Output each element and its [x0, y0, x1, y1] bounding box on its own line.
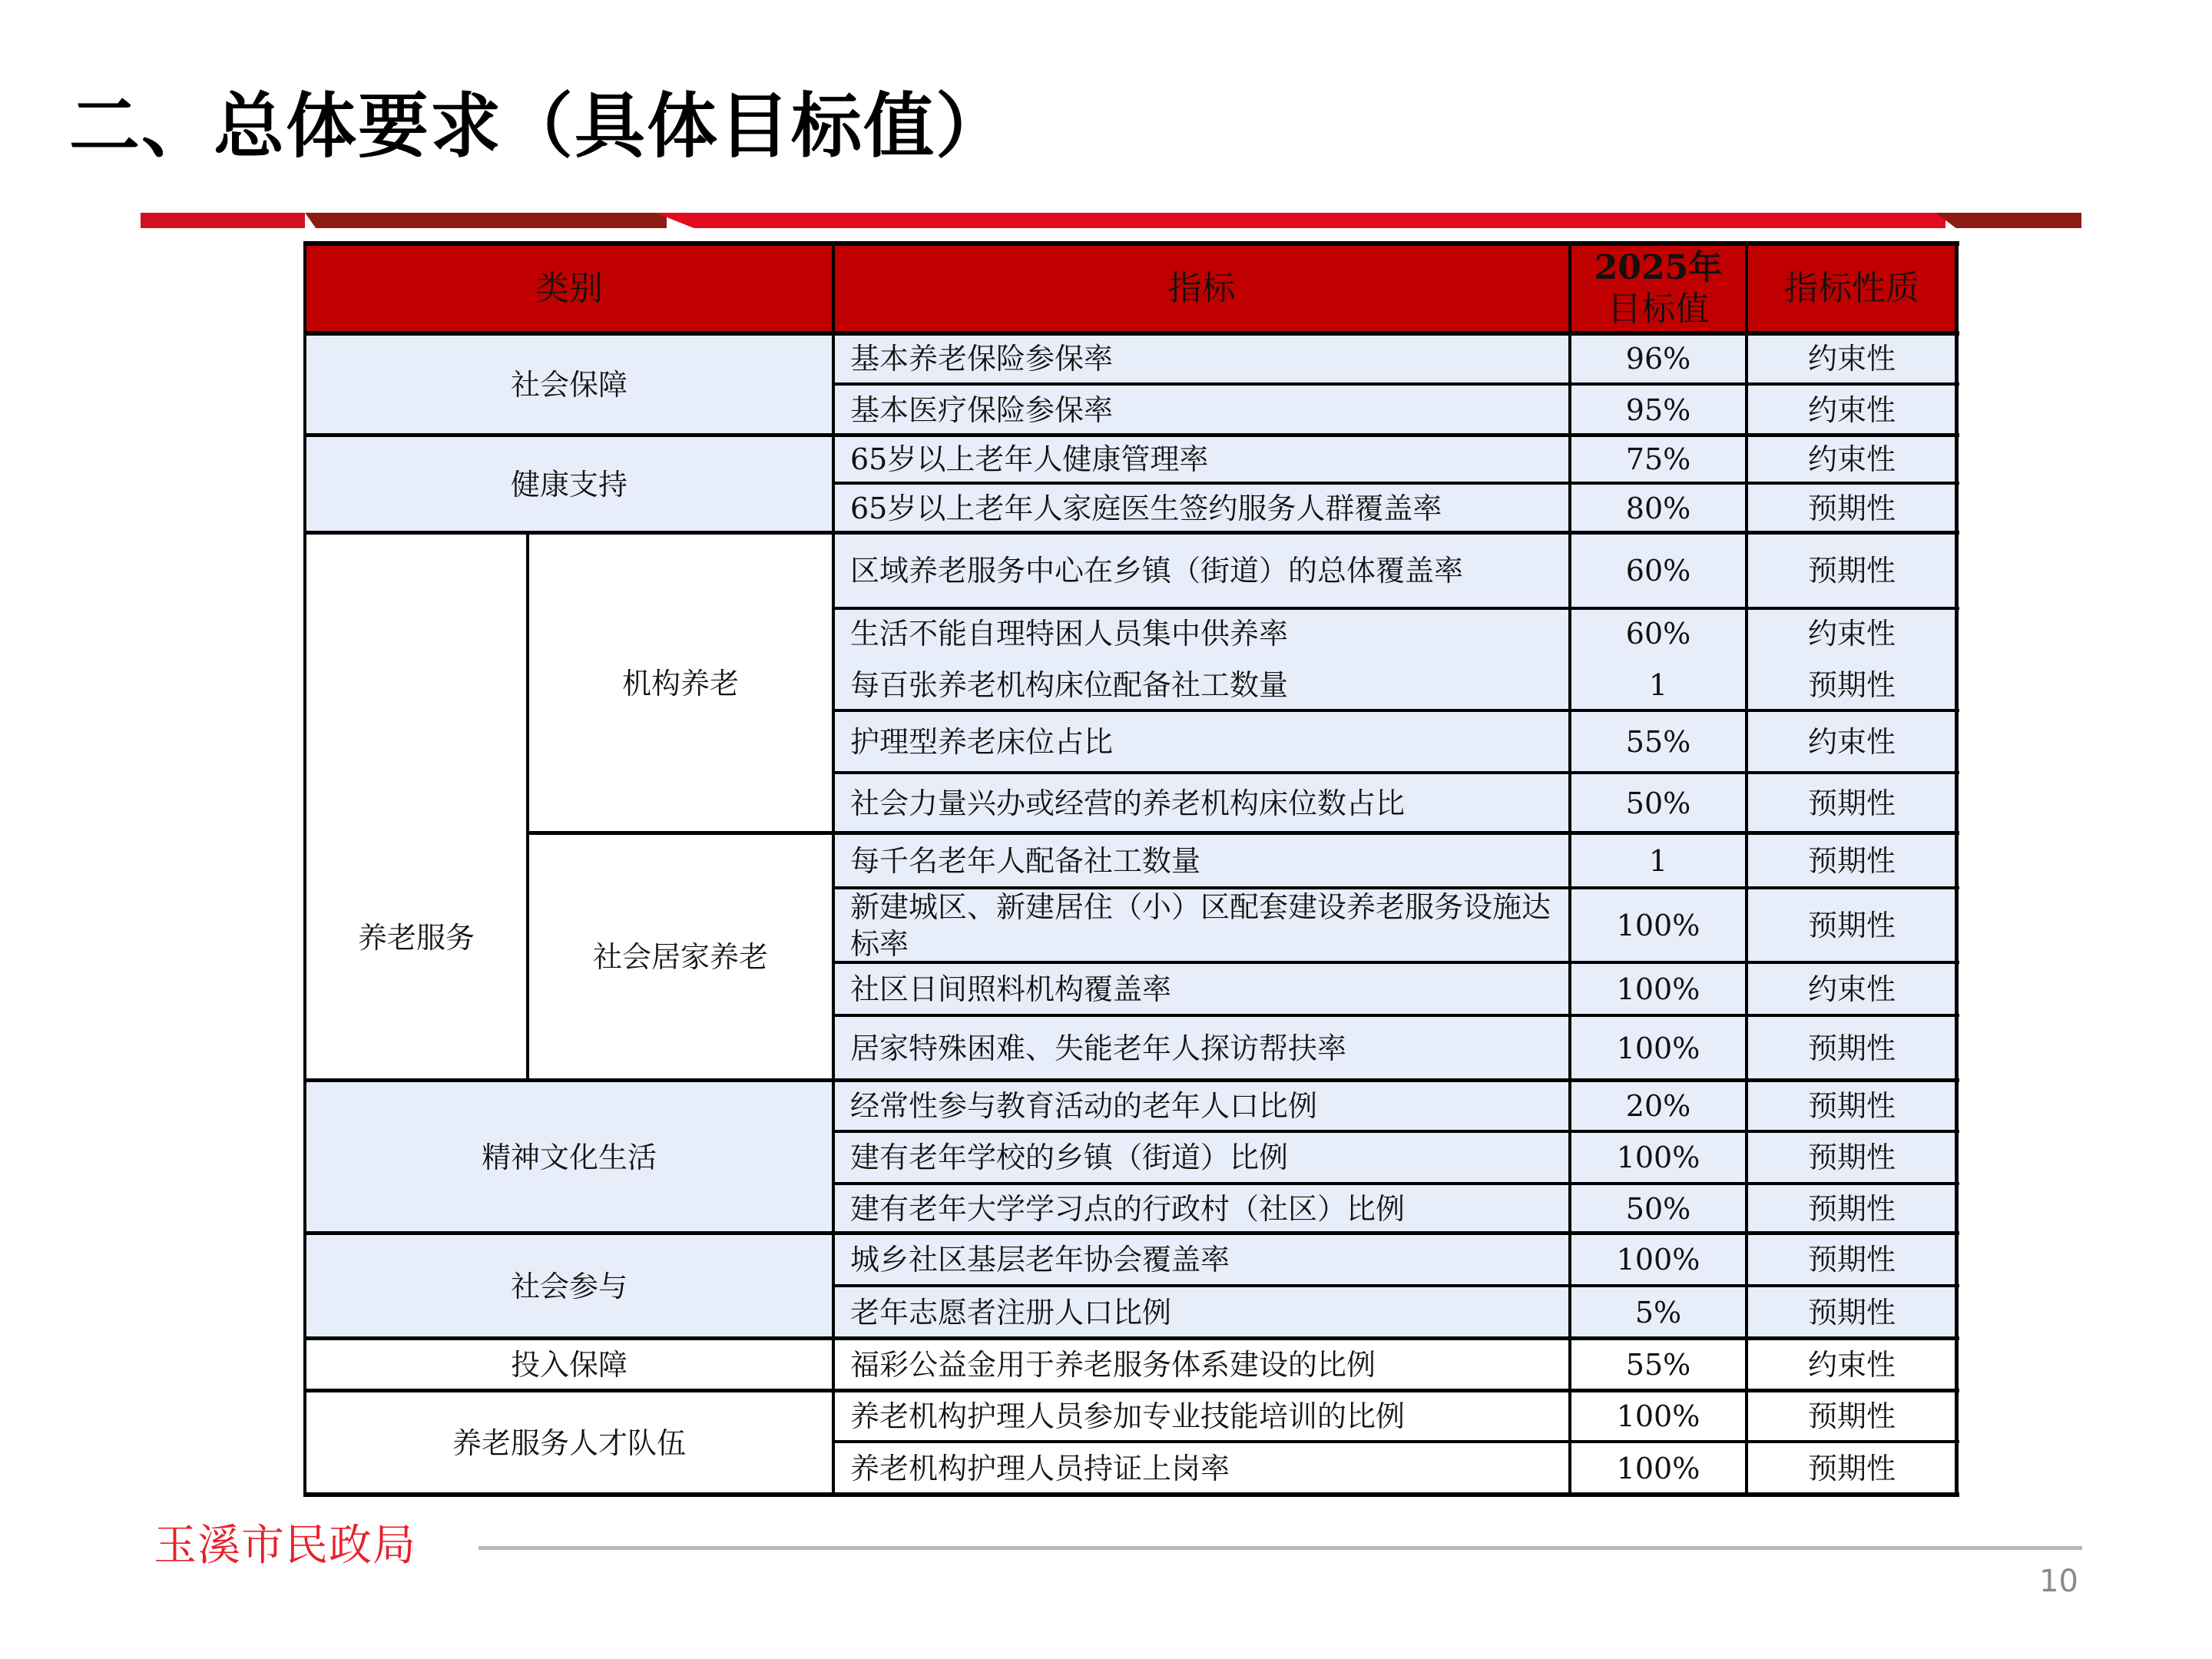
nature-cell: 预期性: [1747, 1233, 1957, 1286]
nature-cell: 预期性: [1747, 1391, 1957, 1442]
row-divider: [832, 482, 1959, 485]
row-divider: [303, 433, 1959, 437]
indicator-cell: 经常性参与教育活动的老年人口比例: [833, 1081, 1570, 1131]
bar-segment: [655, 213, 1945, 228]
row-divider: [526, 831, 1959, 835]
target-cell: 80%: [1570, 483, 1747, 533]
indicator-cell: 每百张养老机构床位配备社工数量: [833, 659, 1570, 710]
row-divider: [303, 331, 1959, 336]
nature-cell: 预期性: [1747, 533, 1957, 608]
indicator-cell: 65岁以上老年人健康管理率: [833, 435, 1570, 483]
bar-segment: [305, 213, 667, 228]
column-divider: [1745, 241, 1748, 1497]
row-divider: [832, 709, 1959, 712]
page-number: 10: [2039, 1564, 2078, 1599]
subcategory-home-community-care: 社会居家养老: [528, 833, 833, 1081]
indicator-cell: 福彩公益金用于养老服务体系建设的比例: [833, 1339, 1570, 1391]
nature-cell: 预期性: [1747, 483, 1957, 533]
row-divider: [832, 1182, 1959, 1185]
row-divider: [832, 1440, 1959, 1443]
indicator-cell: 生活不能自理特困人员集中供养率: [833, 608, 1570, 659]
table-border-left: [303, 241, 306, 1497]
target-cell: 60%: [1570, 608, 1747, 659]
target-cell: 75%: [1570, 435, 1747, 483]
indicator-cell: 新建城区、新建居住（小）区配套建设养老服务设施达标率: [833, 888, 1570, 962]
target-cell: 100%: [1570, 1391, 1747, 1442]
header-category: 类别: [305, 243, 833, 333]
indicator-cell: 老年志愿者注册人口比例: [833, 1286, 1570, 1339]
target-cell: 55%: [1570, 1339, 1747, 1391]
nature-cell: 预期性: [1747, 773, 1957, 833]
table-border-right: [1955, 241, 1959, 1497]
nature-cell: 预期性: [1747, 888, 1957, 962]
indicator-cell: 每千名老年人配备社工数量: [833, 833, 1570, 888]
nature-cell: 预期性: [1747, 1442, 1957, 1495]
indicator-cell: 养老机构护理人员持证上岗率: [833, 1442, 1570, 1495]
header-target-label: 目标值: [1608, 289, 1709, 329]
header-indicator: 指标: [833, 243, 1570, 333]
header-target: [1570, 243, 1747, 333]
row-divider: [832, 886, 1959, 889]
row-divider: [832, 1130, 1959, 1133]
nature-cell: 约束性: [1747, 1339, 1957, 1391]
indicator-cell: 社区日间照料机构覆盖率: [833, 962, 1570, 1015]
bar-segment: [141, 213, 305, 228]
column-divider: [832, 241, 835, 1497]
column-divider: [1568, 241, 1571, 1497]
nature-cell: 约束性: [1747, 333, 1957, 384]
nature-cell: 预期性: [1747, 833, 1957, 888]
nature-cell: 预期性: [1747, 1081, 1957, 1131]
bar-segment: [1936, 213, 2081, 228]
table-border-bottom: [303, 1492, 1959, 1497]
indicator-cell: 社会力量兴办或经营的养老机构床位数占比: [833, 773, 1570, 833]
target-cell: 100%: [1570, 1015, 1747, 1081]
target-cell: 100%: [1570, 1233, 1747, 1286]
indicator-cell: 护理型养老床位占比: [833, 710, 1570, 773]
row-divider: [832, 382, 1959, 386]
category-health-support: 健康支持: [305, 435, 833, 533]
indicator-cell: 城乡社区基层老年协会覆盖率: [833, 1233, 1570, 1286]
target-cell: 95%: [1570, 384, 1747, 435]
title-underline-bar: [141, 213, 2081, 228]
row-divider: [303, 1336, 1959, 1340]
target-cell: 55%: [1570, 710, 1747, 773]
target-cell: 20%: [1570, 1081, 1747, 1131]
nature-cell: 约束性: [1747, 608, 1957, 659]
category-social-participation: 社会参与: [305, 1233, 833, 1339]
row-divider: [832, 1284, 1959, 1287]
subcategory-divider: [526, 533, 529, 1081]
nature-cell: 约束性: [1747, 710, 1957, 773]
indicator-cell: 建有老年学校的乡镇（街道）比例: [833, 1131, 1570, 1184]
nature-cell: 预期性: [1747, 1184, 1957, 1233]
indicator-cell: 区域养老服务中心在乡镇（街道）的总体覆盖率: [833, 533, 1570, 608]
row-divider: [303, 1389, 1959, 1392]
nature-cell: 预期性: [1747, 1015, 1957, 1081]
nature-cell: 预期性: [1747, 659, 1957, 710]
category-social-security: 社会保障: [305, 333, 833, 435]
target-cell: 60%: [1570, 533, 1747, 608]
row-divider: [832, 771, 1959, 774]
target-cell: 50%: [1570, 773, 1747, 833]
category-elderly-care: 养老服务: [305, 533, 528, 1081]
table-border-top: [303, 241, 1959, 246]
row-divider: [303, 1231, 1959, 1235]
row-divider: [303, 1078, 1959, 1082]
category-funding: 投入保障: [305, 1339, 833, 1391]
nature-cell: 预期性: [1747, 1286, 1957, 1339]
indicator-cell: 65岁以上老年人家庭医生签约服务人群覆盖率: [833, 483, 1570, 533]
indicator-cell: 居家特殊困难、失能老年人探访帮扶率: [833, 1015, 1570, 1081]
target-cell: 96%: [1570, 333, 1747, 384]
target-cell: 100%: [1570, 888, 1747, 962]
indicator-cell: 养老机构护理人员参加专业技能培训的比例: [833, 1391, 1570, 1442]
indicator-cell: 基本医疗保险参保率: [833, 384, 1570, 435]
row-divider: [832, 1014, 1959, 1017]
target-cell: 100%: [1570, 962, 1747, 1015]
nature-cell: 约束性: [1747, 962, 1957, 1015]
nature-cell: 约束性: [1747, 435, 1957, 483]
target-cell: 100%: [1570, 1442, 1747, 1495]
target-cell: 100%: [1570, 1131, 1747, 1184]
target-cell: 5%: [1570, 1286, 1747, 1339]
footer-divider: [478, 1546, 2082, 1550]
row-divider: [832, 607, 1959, 610]
organization-logo-text: 玉溪市民政局: [154, 1521, 416, 1571]
indicator-cell: 基本养老保险参保率: [833, 333, 1570, 384]
subcategory-institutional-care: 机构养老: [528, 533, 833, 833]
category-cultural-life: 精神文化生活: [305, 1081, 833, 1233]
header-target-year: 2025年: [1594, 247, 1723, 287]
indicator-cell: 建有老年大学学习点的行政村（社区）比例: [833, 1184, 1570, 1233]
nature-cell: 预期性: [1747, 1131, 1957, 1184]
row-divider: [303, 531, 1959, 535]
header-nature: 指标性质: [1747, 243, 1957, 333]
target-cell: 1: [1570, 659, 1747, 710]
page-title: 二、总体要求（具体目标值）: [69, 85, 1008, 167]
target-cell: 1: [1570, 833, 1747, 888]
nature-cell: 约束性: [1747, 384, 1957, 435]
row-divider: [832, 961, 1959, 964]
target-cell: 50%: [1570, 1184, 1747, 1233]
category-talent: 养老服务人才队伍: [305, 1391, 833, 1495]
